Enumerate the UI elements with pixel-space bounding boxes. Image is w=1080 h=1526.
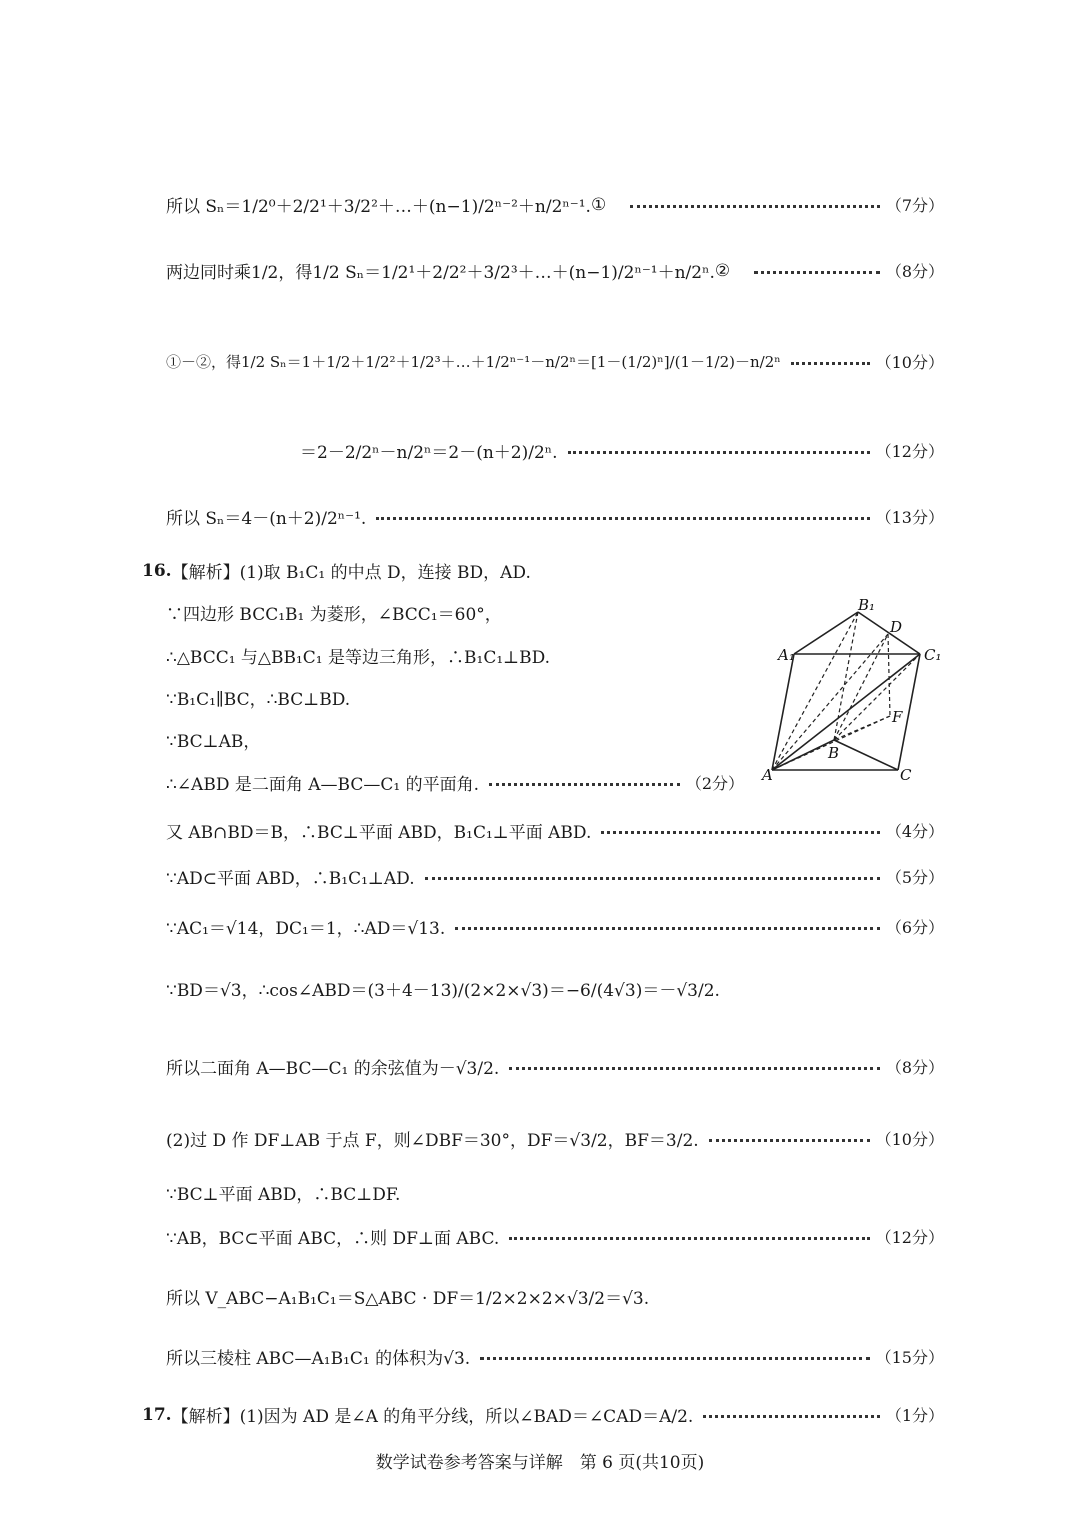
- solution-line: [166, 1180, 944, 1205]
- label-C: C: [900, 766, 912, 784]
- score-label: （13分）: [875, 508, 944, 527]
- dot-leader: [425, 877, 880, 880]
- dot-leader: [509, 1237, 869, 1240]
- label-B: B: [828, 744, 840, 762]
- dot-leader: [709, 1139, 870, 1142]
- solution-line: [166, 504, 944, 529]
- score-label: （4分）: [885, 822, 944, 841]
- solution-line: [166, 350, 944, 373]
- label-F: F: [892, 708, 903, 726]
- line-text: ∴△BCC₁ 与△BB₁C₁ 是等边三角形，∴B₁C₁⊥BD.: [166, 648, 551, 668]
- solution-line: [166, 1284, 944, 1309]
- question-number: 16.: [142, 560, 172, 581]
- line-text: ∵四边形 BCC₁B₁ 为菱形，∠BCC₁＝60°，: [166, 605, 502, 625]
- solution-line: [166, 864, 944, 889]
- solution-line: [166, 258, 944, 283]
- label-A1: A₁: [778, 646, 795, 664]
- solution-line: [166, 1344, 944, 1369]
- line-text: ∵AB，BC⊂平面 ABC，∴则 DF⊥面 ABC.: [166, 1229, 500, 1249]
- line-text: ∵B₁C₁∥BC，∴BC⊥BD.: [166, 690, 351, 710]
- line-text: ∵BD＝√3，∴cos∠ABD＝(3＋4－13)/(2×2×√3)＝−6/(4√3)＝－√3/2.: [166, 981, 720, 1001]
- prism-figure: [760, 598, 950, 788]
- solution-line: [166, 914, 944, 939]
- line-text: ∵BC⊥平面 ABD，∴BC⊥DF.: [166, 1185, 401, 1205]
- score-label: （8分）: [885, 1058, 944, 1077]
- line-text: 所以 V_ABC−A₁B₁C₁＝S△ABC · DF＝1/2×2×2×√3/2＝√3.: [166, 1289, 650, 1309]
- question-heading: [142, 558, 944, 583]
- line-text: 所以二面角 A—BC—C₁ 的余弦值为－√3/2.: [166, 1059, 500, 1079]
- dot-leader: [754, 271, 880, 274]
- dot-leader: [791, 362, 870, 365]
- page-footer: 数学试卷参考答案与详解 第 6 页(共10页): [375, 1453, 705, 1473]
- dot-leader: [509, 1067, 879, 1070]
- solution-line: [166, 727, 744, 752]
- line-text: ∵BC⊥AB，: [166, 732, 261, 752]
- solution-line: [166, 1126, 944, 1151]
- score-label: （7分）: [885, 196, 944, 215]
- line-text: ∴∠ABD 是二面角 A—BC—C₁ 的平面角.: [166, 775, 479, 795]
- solution-line: [166, 818, 944, 843]
- solution-line: [166, 976, 944, 1001]
- line-text: 又 AB∩BD＝B，∴BC⊥平面 ABD，B₁C₁⊥平面 ABD.: [166, 823, 592, 843]
- solution-line: [166, 643, 744, 668]
- dot-leader: [601, 831, 879, 834]
- score-label: （10分）: [875, 1130, 944, 1149]
- line-text: 两边同时乘1/2，得1/2 Sₙ＝1/2¹＋2/2²＋3/2³＋…＋(n−1)/2ⁿ⁻¹＋n/2ⁿ.: [166, 263, 715, 283]
- label-C1: C₁: [924, 646, 942, 664]
- line-text: ∵AD⊂平面 ABD，∴B₁C₁⊥AD.: [166, 869, 415, 889]
- line-text: (2)过 D 作 DF⊥AB 于点 F，则∠DBF＝30°，DF＝√3/2，BF＝3/2.: [166, 1131, 699, 1151]
- score-label: （15分）: [875, 1348, 944, 1367]
- label-A: A: [762, 766, 773, 784]
- solution-line: [166, 685, 744, 710]
- solution-line: [166, 770, 744, 795]
- label-D: D: [890, 618, 903, 636]
- line-text: ＝2－2/2ⁿ－n/2ⁿ＝2－(n＋2)/2ⁿ.: [300, 443, 558, 463]
- line-text: ∵AC₁＝√14，DC₁＝1，∴AD＝√13.: [166, 919, 446, 939]
- equation-marker: ②: [714, 260, 731, 281]
- dot-leader: [376, 517, 869, 520]
- equation-marker: ①: [590, 194, 607, 215]
- line-text: ①－②，得1/2 Sₙ＝1＋1/2＋1/2²＋1/2³＋…＋1/2ⁿ⁻¹－n/2ⁿ＝[1－(1/2)ⁿ]/(1－1/2)－n/2ⁿ: [166, 353, 781, 371]
- dot-leader: [489, 783, 680, 786]
- line-text: 所以 Sₙ＝1/2⁰＋2/2¹＋3/2²＋…＋(n−1)/2ⁿ⁻²＋n/2ⁿ⁻¹.: [166, 197, 591, 217]
- score-label: （12分）: [875, 442, 944, 461]
- score-label: （6分）: [885, 918, 944, 937]
- line-text: 【解析】(1)因为 AD 是∠A 的角平分线，所以∠BAD＝∠CAD＝A/2.: [171, 1407, 694, 1427]
- question-number: 17.: [142, 1404, 172, 1425]
- dot-leader: [480, 1357, 869, 1360]
- label-B1: B₁: [858, 598, 876, 614]
- solution-line: [166, 1224, 944, 1249]
- line-text: 所以 Sₙ＝4－(n＋2)/2ⁿ⁻¹.: [166, 509, 367, 529]
- score-label: （10分）: [875, 353, 944, 372]
- solution-line: [166, 192, 944, 217]
- dot-leader: [568, 451, 870, 454]
- dot-leader: [455, 927, 880, 930]
- line-text: 【解析】(1)取 B₁C₁ 的中点 D，连接 BD，AD.: [171, 563, 531, 583]
- score-label: （2分）: [685, 774, 744, 793]
- dot-leader: [703, 1415, 879, 1418]
- line-text: 所以三棱柱 ABC—A₁B₁C₁ 的体积为√3.: [166, 1349, 471, 1369]
- solution-line: [166, 1054, 944, 1079]
- dot-leader: [630, 205, 880, 208]
- solution-line: [300, 438, 944, 463]
- score-label: （8分）: [885, 262, 944, 281]
- score-label: （1分）: [885, 1406, 944, 1425]
- solution-line: [166, 600, 744, 625]
- question-heading: [142, 1402, 944, 1427]
- score-label: （5分）: [885, 868, 944, 887]
- score-label: （12分）: [875, 1228, 944, 1247]
